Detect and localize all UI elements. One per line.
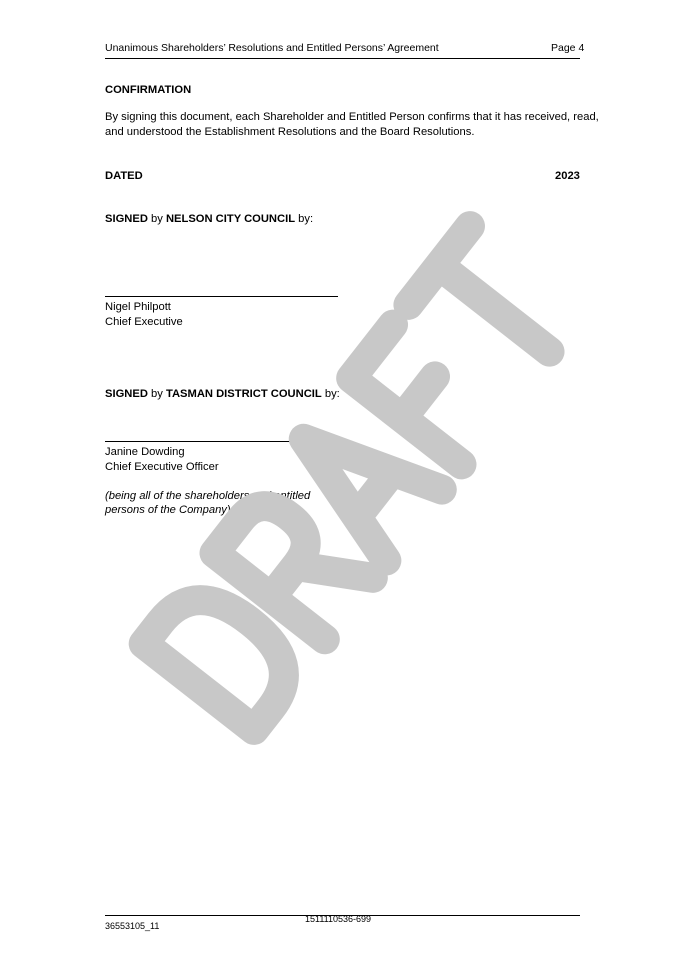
by-label: by: [147, 213, 166, 225]
signatory-1-name: Nigel Philpott: [105, 301, 171, 313]
watermark-letter-d: [144, 578, 305, 730]
footer-doc-ref: 36553105_11: [105, 921, 160, 931]
watermark-letter-t: [408, 226, 580, 391]
signature-line-1: [105, 296, 338, 297]
watermark-letter-f: [351, 325, 503, 465]
signature-2-heading: [105, 386, 340, 402]
signatory-2-role: Chief Executive Officer: [105, 461, 219, 473]
party-name: TASMAN DISTRICT COUNCIL: [165, 388, 322, 400]
signature-line-2: [105, 441, 338, 442]
header-page-number: Page 4: [551, 42, 585, 54]
signature-1-heading: [105, 211, 313, 227]
watermark-letter-r: [214, 492, 372, 640]
watermark-letter-a: [276, 403, 442, 560]
confirmation-paragraph-line-1: By signing this document, each Shareholder and Entitled Person confirms that it has received, read,: [105, 111, 599, 123]
confirmation-paragraph-line-2: and understood the Establishment Resolutions and the Board Resolutions.: [105, 126, 475, 138]
shareholders-note-line-2: persons of the Company): [105, 504, 231, 516]
footer-center-code: 1511110536-699: [305, 914, 372, 924]
confirmation-heading: CONFIRMATION: [105, 84, 192, 96]
signatory-1-role: Chief Executive: [105, 316, 183, 328]
signed-label: SIGNED: [105, 213, 148, 225]
by-label: by: [147, 388, 166, 400]
header-rule: [105, 58, 580, 59]
shareholders-note-line-1: (being all of the shareholders and entitled: [105, 490, 311, 502]
header-title: Unanimous Shareholders’ Resolutions and Entitled Persons’ Agreement: [105, 42, 439, 54]
dated-label: DATED: [105, 170, 143, 182]
by-end-label: by:: [321, 388, 340, 400]
by-end-label: by:: [295, 213, 314, 225]
signatory-2-name: Janine Dowding: [105, 446, 185, 458]
party-name: NELSON CITY COUNCIL: [165, 213, 296, 225]
signed-label: SIGNED: [105, 388, 148, 400]
dated-year: 2023: [555, 170, 580, 182]
